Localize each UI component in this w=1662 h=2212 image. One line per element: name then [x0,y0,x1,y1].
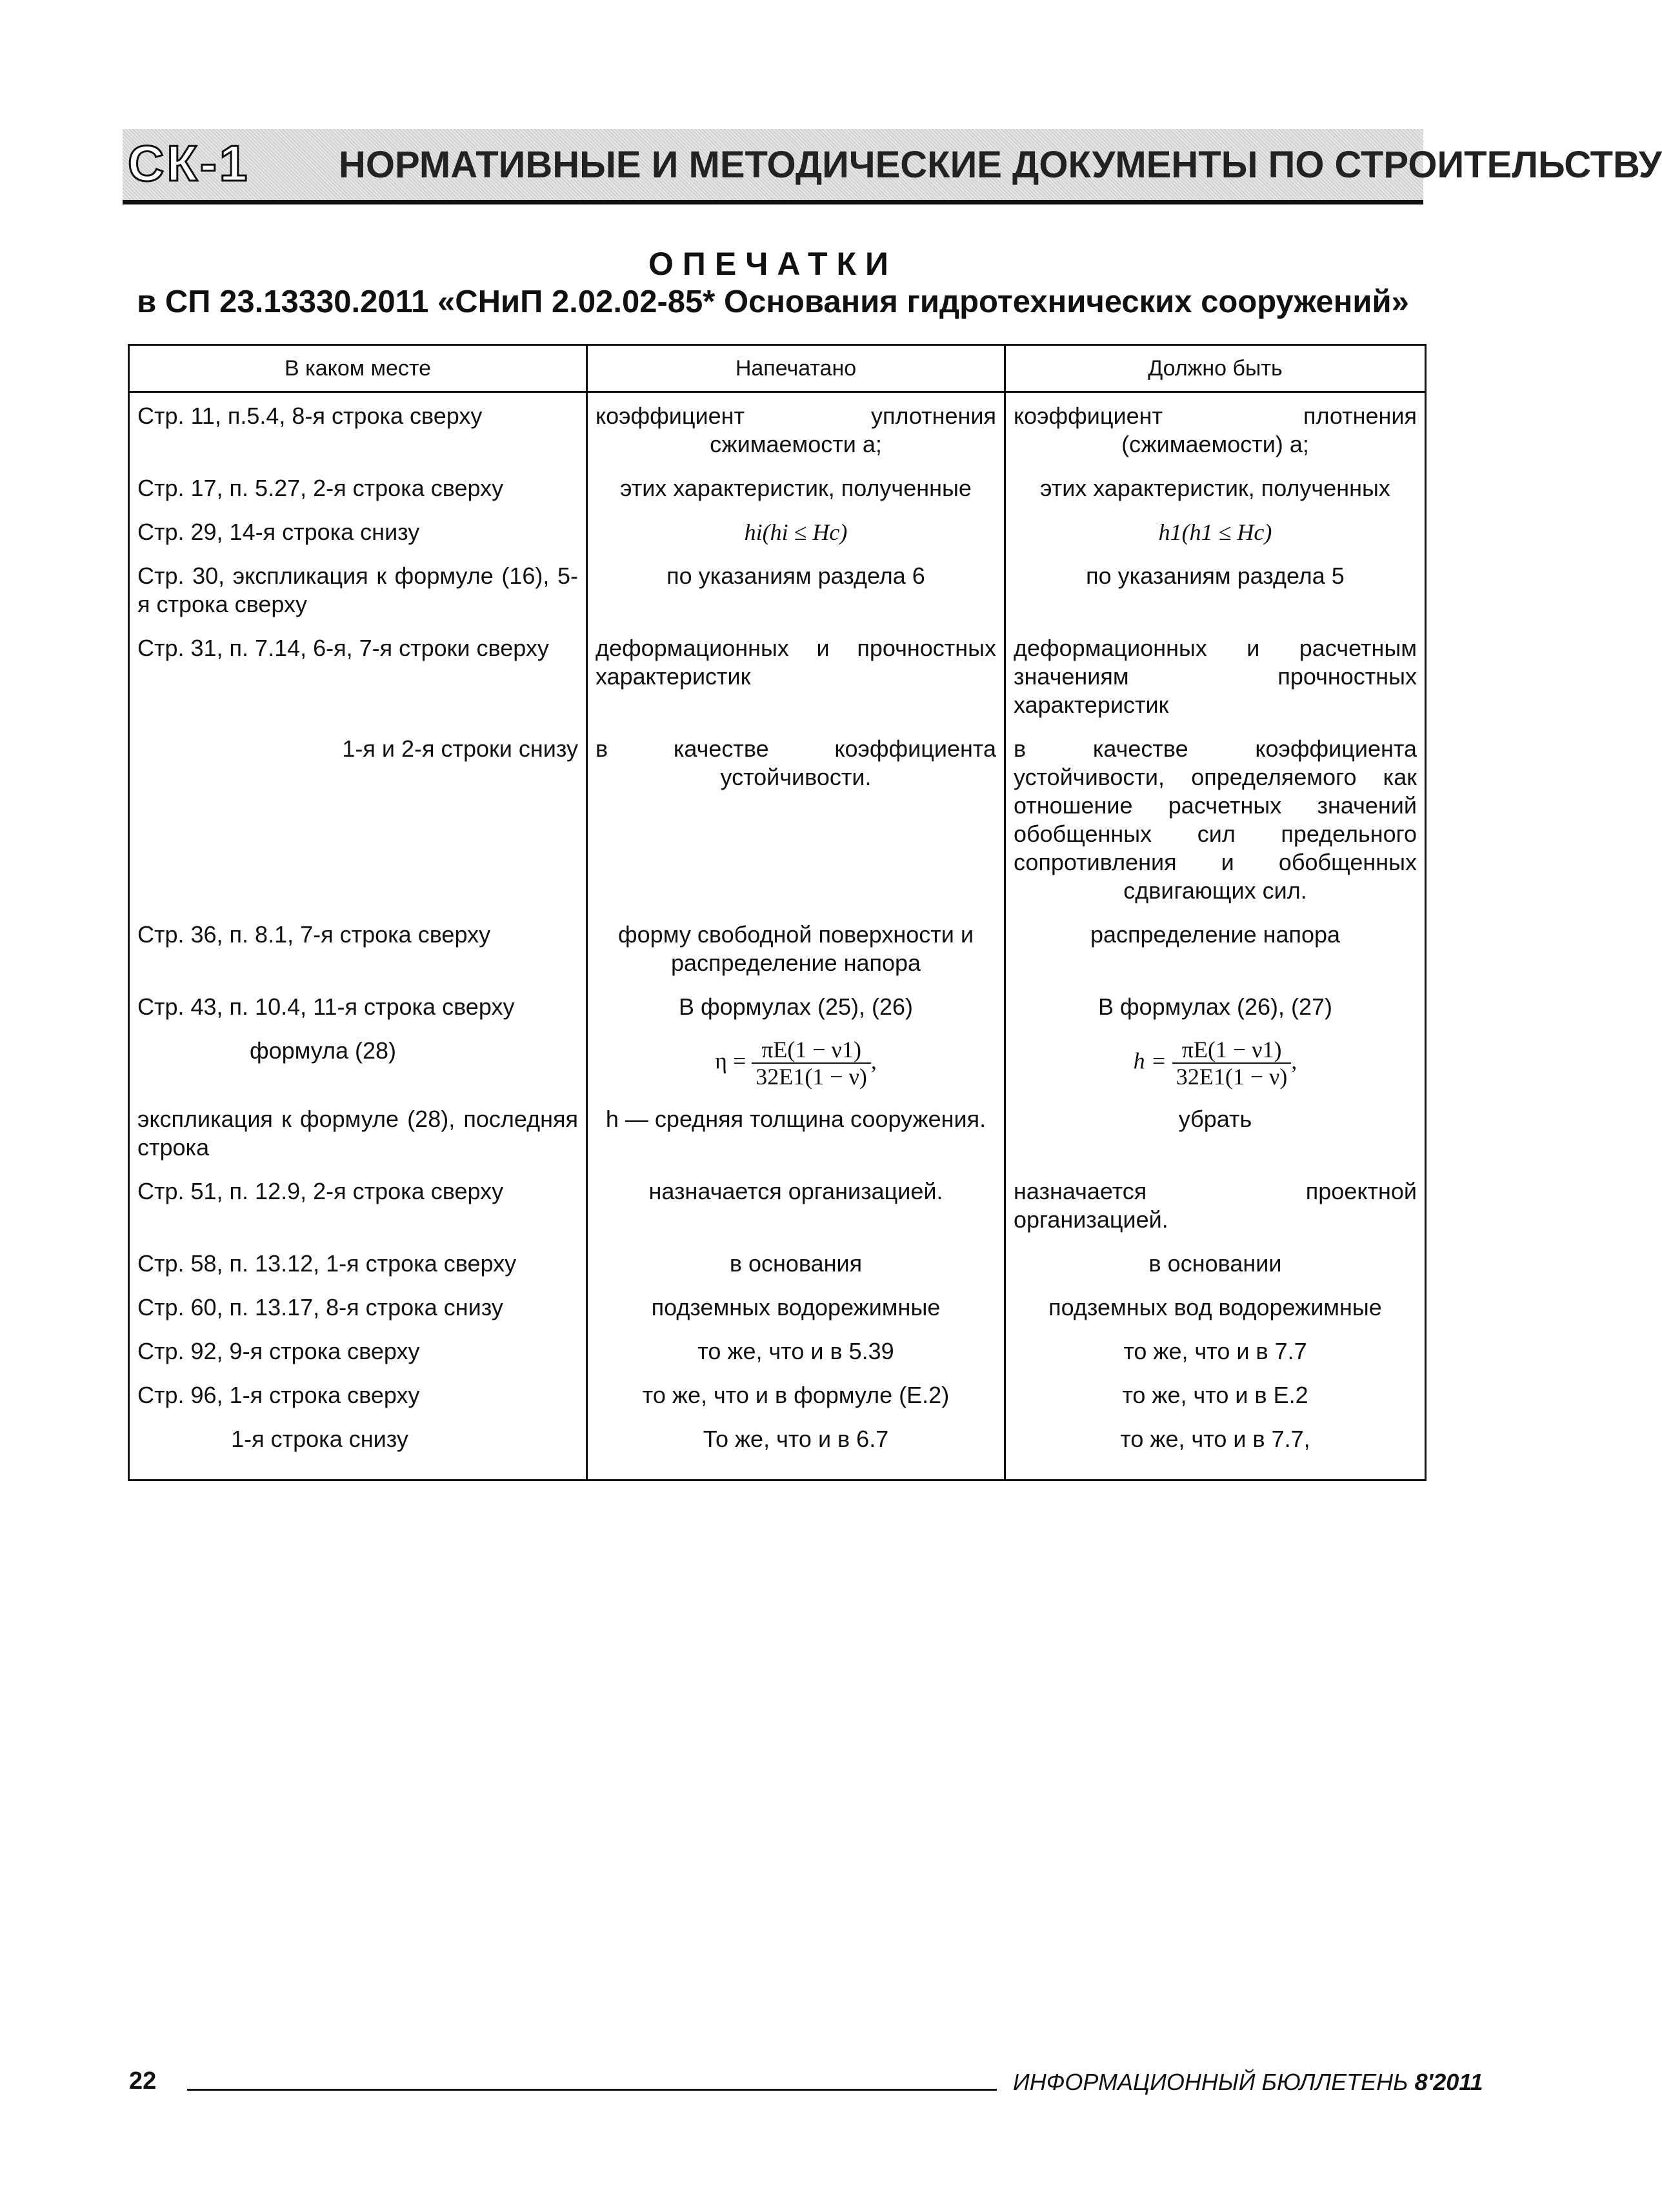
cell-correct: подземных вод водорежимные [1005,1284,1426,1328]
bulletin-name: ИНФОРМАЦИОННЫЙ БЮЛЛЕТЕНЬ [1013,2069,1408,2095]
cell-location: Стр. 60, п. 13.17, 8-я строка снизу [129,1284,587,1328]
cell-correct: назначается проектной организацией. [1005,1168,1426,1241]
footer-rule [187,2089,997,2091]
cell-location: Стр. 96, 1-я строка сверху [129,1372,587,1416]
table-row [129,553,1426,625]
cell-printed: То же, что и в 6.7 [587,1416,1005,1480]
formula-lhs: h = [1133,1048,1166,1074]
bulletin-issue: 8'2011 [1414,2069,1483,2095]
cell-location: экспликация к формуле (28), последняя строка [129,1096,587,1168]
column-header-correct: Должно быть [1005,345,1426,392]
cell-printed: то же, что и в формуле (Е.2) [587,1372,1005,1416]
cell-location: Стр. 29, 14-я строка снизу [129,509,587,553]
cell-location: Стр. 30, экспликация к формуле (16), 5-я строка сверху [129,553,587,625]
cell-printed: h — средняя толщина сооружения. [587,1096,1005,1168]
cell-printed: в основания [587,1241,1005,1284]
cell-printed: коэффициент уплотнения сжимаемости a; [587,392,1005,466]
table-row [129,392,1426,466]
cell-printed: по указаниям раздела 6 [587,553,1005,625]
table-row [129,1168,1426,1241]
formula-tail: , [870,1048,877,1074]
cell-correct-formula [1005,1028,1426,1096]
cell-location: Стр. 11, п.5.4, 8-я строка сверху [129,392,587,466]
sk1-logo: СК-1 [128,135,250,192]
formula-numerator: πE(1 − ν1) [1172,1037,1292,1064]
formula-tail: , [1291,1048,1297,1074]
cell-correct: в качестве коэффициента устойчивости, определяемого как отношение расчетных значений обобщенных сил предельного сопротивления и обобщенных сдвигающих сил. [1005,726,1426,912]
cell-printed: то же, что и в 5.39 [587,1328,1005,1372]
formula-numerator: πE(1 − ν1) [752,1037,871,1064]
cell-location: Стр. 17, п. 5.27, 2-я строка сверху [129,465,587,509]
cell-correct: h1(h1 ≤ Hc) [1005,509,1426,553]
table-row [129,1284,1426,1328]
cell-printed: В формулах (25), (26) [587,984,1005,1028]
cell-location: 1-я строка снизу [129,1416,587,1480]
cell-location: Стр. 92, 9-я строка сверху [129,1328,587,1372]
formula-fraction [1172,1037,1292,1090]
cell-correct: то же, что и в 7.7 [1005,1328,1426,1372]
cell-location: Стр. 51, п. 12.9, 2-я строка сверху [129,1168,587,1241]
cell-printed: подземных водорежимные [587,1284,1005,1328]
cell-correct: этих характеристик, полученных [1005,465,1426,509]
errata-subtitle: в СП 23.13330.2011 «СНиП 2.02.02-85* Основания гидротехнических сооружений» [137,284,1409,319]
column-header-location: В каком месте [129,345,587,392]
cell-printed: форму свободной поверхности и распределение напора [587,912,1005,984]
formula-fraction [752,1037,871,1090]
cell-location: 1-я и 2-я строки снизу [129,726,587,912]
table-row [129,1416,1426,1480]
cell-correct: убрать [1005,1096,1426,1168]
table-header-row [129,345,1426,392]
cell-correct: то же, что и в Е.2 [1005,1372,1426,1416]
cell-location: формула (28) [129,1028,587,1096]
cell-location: Стр. 58, п. 13.12, 1-я строка сверху [129,1241,587,1284]
cell-correct: в основании [1005,1241,1426,1284]
table-row [129,1372,1426,1416]
formula-lhs: η = [715,1048,746,1074]
errata-heading: ОПЕЧАТКИ [648,246,897,282]
errata-table [128,344,1427,1481]
section-header-banner [123,129,1662,204]
cell-printed: в качестве коэффициента устойчивости. [587,726,1005,912]
cell-correct: распределение напора [1005,912,1426,984]
cell-location: Стр. 36, п. 8.1, 7-я строка сверху [129,912,587,984]
cell-location: Стр. 31, п. 7.14, 6-я, 7-я строки сверху [129,625,587,726]
table-row [129,465,1426,509]
cell-correct: то же, что и в 7.7, [1005,1416,1426,1480]
table-row [129,984,1426,1028]
cell-printed: назначается организацией. [587,1168,1005,1241]
cell-printed: hi(hi ≤ Hc) [587,509,1005,553]
cell-correct: деформационных и расчетным значениям прочностных характеристик [1005,625,1426,726]
footer-publication [1013,2069,1483,2096]
table-row [129,1096,1426,1168]
cell-correct: по указаниям раздела 5 [1005,553,1426,625]
table-row [129,509,1426,553]
formula-denominator: 32E1(1 − ν) [1176,1064,1288,1090]
cell-printed-formula [587,1028,1005,1096]
cell-printed: этих характеристик, полученные [587,465,1005,509]
cell-printed: деформационных и прочностных характеристик [587,625,1005,726]
table-row [129,1241,1426,1284]
cell-location: Стр. 43, п. 10.4, 11-я строка сверху [129,984,587,1028]
formula-denominator: 32E1(1 − ν) [756,1064,867,1090]
table-row [129,625,1426,726]
page-number: 22 [129,2068,157,2095]
column-header-printed: Напечатано [587,345,1005,392]
table-row [129,912,1426,984]
cell-correct: В формулах (26), (27) [1005,984,1426,1028]
table-row [129,1328,1426,1372]
table-row [129,1028,1426,1096]
cell-correct: коэффициент плотнения (сжимаемости) a; [1005,392,1426,466]
table-row [129,726,1426,912]
section-title: НОРМАТИВНЫЕ И МЕТОДИЧЕСКИЕ ДОКУМЕНТЫ ПО СТРОИТЕЛЬСТВУ [339,144,1662,186]
